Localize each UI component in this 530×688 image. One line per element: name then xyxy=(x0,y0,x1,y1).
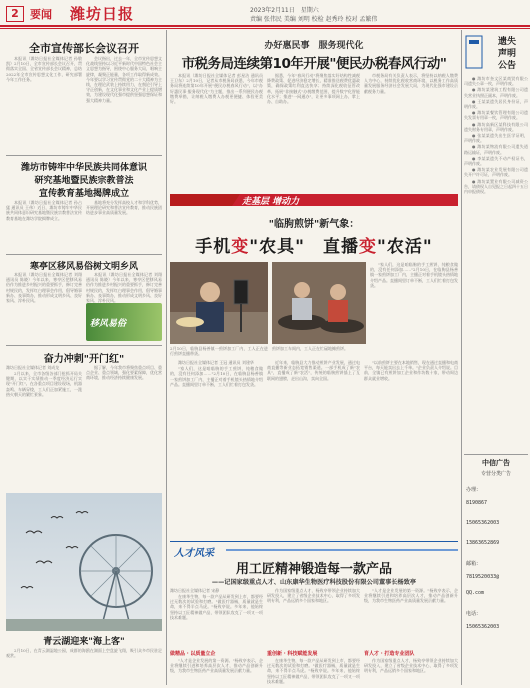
feature-para: "家人们，这是咱临朐的手工煎饼，纯粮食做的，没有任何添加……"2月10日，在临朐县杨善镇一家煎饼加工厂内，主播正对着手机镜头热情地介绍产品。直播间里订单不断，工人们忙着打包发货。 xyxy=(170,366,263,387)
bottom-para: "人才是企业发展的第一资源。"杨致亭表示，企业将继续引进和培养高层次人才，推动产品创新升级，为我市生物医药产业高质量发展贡献力量。 xyxy=(364,588,458,604)
article3-para: 本报讯（潍坊日报社全媒体记者 刘翔 通讯员 陈晓）今年以来，寒亭区把移风易俗作为推进乡村振兴的重要抓手，修订完善村规民约，发挥红白理事会作用，倡导婚事新办、丧事简办，推动形成文明乡风、良好家风、淳朴民风。 xyxy=(6,272,82,304)
article4-title: 奋力冲刺"开门红" xyxy=(43,354,125,365)
editor-staff: 责编 张伟民 美编 刘明 校检 赵秀玲 校对 孟繁伟 xyxy=(250,16,378,23)
bottom-headline: 用工匠精神锻造每一款产品 xyxy=(235,562,392,577)
article3-continued xyxy=(86,272,162,304)
article4-byline: 潍坊日报社全媒体记者 刘成龙 xyxy=(6,365,60,370)
bottom-byline: 潍坊日报社全媒体记者 宋静 xyxy=(170,588,220,593)
feature-para: "家人们，这是咱临朐的手工煎饼，纯粮食做的，没有任何添加……"2月10日，在临朐县杨善镇一家煎饼加工厂内，主播正对着手机镜头热情地介绍产品。直播间里订单不断，工人们忙着打包发货。 xyxy=(370,262,458,288)
feature-headline-highlight: 变 xyxy=(359,237,377,257)
bottom-subhead: ——记国家级重点人才、山东康华生物医疗科技股份有限公司董事长杨致亭 xyxy=(211,579,417,586)
talent-stripe-icon xyxy=(226,547,458,553)
notice-list xyxy=(464,76,528,450)
article3-body-a xyxy=(6,272,82,342)
contact-email-domain: QQ.com xyxy=(466,590,485,596)
bottom-body-col2 xyxy=(267,588,360,648)
notice-item: ● 王某某遗失居民身份证，声明作废。 xyxy=(464,98,528,110)
article1-para: 会议指出，过去一年，全市宣传思想文化战线坚持以习近平新时代中国特色社会主义思想为指导，围绕中心服务大局，唱响主旋律，凝聚正能量，各项工作取得新成效。今年要以学习宣传贯彻党的二十大精神为主线，在理论武装上持续用力，在舆论引导上守正创新，在文化事业和文化产业上提质增效，为建设现代化强市提供坚强思想保证和强大精神力量。 xyxy=(86,56,162,103)
notice-item: ● 潍坊某农业发展有限公司遗失开户许可证，声明作废。 xyxy=(464,167,528,178)
header-rule xyxy=(0,25,530,27)
notice-item: ● 潍坊高新区某科技有限公司遗失财务专用章，声明作废。 xyxy=(464,121,528,132)
feature-headline xyxy=(170,232,458,257)
bottom-para: 作为国家级重点人才，杨致亭带领企业持续加大研发投入，建立了省级企业技术中心，取得了多项发明专利，产品远销多个国家和地区。 xyxy=(267,588,360,604)
feature-body-col2 xyxy=(267,360,360,538)
article1-body-b xyxy=(86,56,162,152)
workshop-scene-icon xyxy=(272,262,366,344)
article4-body-a xyxy=(6,371,82,489)
page-number: 2 xyxy=(6,6,24,22)
separator xyxy=(6,254,162,255)
feature-headline-part: 手机 xyxy=(195,237,232,257)
bottom-body-col1 xyxy=(170,594,263,648)
banner-image xyxy=(86,303,162,341)
bottom-body-col3 xyxy=(364,588,458,648)
notice-item: ● 张某某遗失出生医学证明，声明作废。 xyxy=(464,133,528,144)
feature-kicker: "临朐煎饼"新气象： xyxy=(268,219,360,230)
feature-body-right-top xyxy=(370,262,458,356)
bottom-section-head: 重创新 · 科技赋能发展 xyxy=(267,651,318,657)
feature-headline-part: "农具" 直播 xyxy=(249,237,359,257)
article4-para: 2月以来，全市各级各部门抢抓开局关键期，以实干实绩推动一季度经济运行实现"开门红"。在各重点项目建设现场，机器轰鸣、车辆穿梭，工人们正加紧施工，一派热火朝天的繁忙景象。 xyxy=(6,371,82,397)
banner-text: 移风易俗 xyxy=(90,319,127,329)
bottom-para: 在康华生物，每一款产品从研发到上市，都要经过无数次的试验和打磨。"做医疗器械，质量就是生命，来不得半点马虎。"杨致亭说。多年来，他始终坚持以工匠精神做产品，带领团队攻克了一项又一项技术难题。 xyxy=(267,658,360,684)
feature-banner xyxy=(170,190,458,210)
issue-date: 2023年2月11日 星期六 xyxy=(250,7,319,14)
banner-stripe-icon xyxy=(170,190,458,210)
feature-body-col3 xyxy=(364,360,458,538)
photo-caption-title: 青云湖迎来"海上客" xyxy=(43,637,125,647)
bottom-para: 作为国家级重点人才，杨致亭带领企业持续加大研发投入，建立了省级企业技术中心，取得了多项发明专利，产品远销多个国家和地区。 xyxy=(364,658,458,674)
article4-body-b xyxy=(86,365,162,489)
notice-item: ● 潍坊某餐饮管理有限公司遗失发票专用章一枚，声明作废。 xyxy=(464,110,528,121)
main-para: 本报讯（潍坊日报社全媒体记者 彭星洁 通讯员 王卫东）2月10日，记者从市税务局获悉，今年市税务局将连续第10年开展"便民办税春风行动"，以"办好惠民事·服务现代化"为主题，推出一系列便民办税缴费举措，让纳税人缴费人办税更便捷、体验更美好。 xyxy=(170,73,263,105)
livestream-photo xyxy=(170,262,268,344)
photo2-caption: 煎饼加工车间内，工人正在忙碌地摊煎饼。 xyxy=(272,346,348,351)
feature-headline-highlight: 变 xyxy=(231,237,250,257)
notice-item: ● 潍坊某物流有限公司遗失道路运输证，声明作废。 xyxy=(464,144,528,155)
column-divider-left xyxy=(166,30,167,685)
separator xyxy=(6,155,162,156)
separator xyxy=(6,345,162,346)
article2-body-b xyxy=(86,200,162,250)
article3-title: 寒亭区移风易俗树文明乡风 xyxy=(29,262,138,272)
contact-label: 电话： xyxy=(466,611,482,617)
article2-body-a xyxy=(6,200,82,250)
bottom-section-head: 做精品 · 以质量立企 xyxy=(170,651,216,657)
main-headline: 市税务局连续第10年开展"便民办税春风行动" xyxy=(181,56,447,72)
article1-para: 本报讯（潍坊日报社全媒体记者 孙敬凯）2月10日，全市宣传部长会议召开，贯彻落实全国、全省宣传部长会议精神，总结2022年全市宣传思想文化工作，研究部署今年工作任务。 xyxy=(6,56,82,82)
contact-number: 8190867 xyxy=(466,500,488,506)
main-kicker: 办好惠民事 服务现代化 xyxy=(264,41,364,51)
photo-caption-para: 2月10日，在青云湖湿地公园，成群的海鸥在湖面上空盘旋飞翔，吸引众多市民驻足观赏。 xyxy=(6,648,162,659)
bottom-para: "人才是企业发展的第一资源。"杨致亭表示，企业将继续引进和培养高层次人才，推动产品创新升级，为我市生物医药产业高质量发展贡献力量。 xyxy=(170,658,263,674)
bottom-body-col1b xyxy=(170,658,263,684)
bottom-body-col2b xyxy=(267,658,360,684)
contact-label: 办理： xyxy=(466,487,482,493)
feature-headline-part: "农活" xyxy=(377,237,433,257)
notice-item: ● 潍坊某置业有限公司减资公告，请债权人自见报之日起四十五日内申报债权。 xyxy=(464,178,528,195)
talent-rule xyxy=(170,541,458,542)
bottom-section-head: 育人才 · 打造专业团队 xyxy=(364,651,415,657)
notice-title-line2: 声明 xyxy=(497,49,516,59)
article1-body-a xyxy=(6,56,82,152)
livestream-scene-icon xyxy=(170,262,268,344)
notice-emblem xyxy=(464,32,484,72)
main-para: 市税务局有关负责人表示，将坚持以纳税人缴费人为中心，持续优化税收营商环境，以税务工作高质量发展服务经济社会发展大局，为现代化强市建设贡献税务力量。 xyxy=(364,73,458,94)
main-body-col2 xyxy=(267,73,360,183)
article2-para: 本报讯（潍坊日报社全媒体记者 孙占猛 通讯员 王伟）近日，潍坊市铸牢中华民族共同体意识研究基地暨民族宗教普法宣传教育基地在潍坊学院揭牌成立。 xyxy=(6,200,82,221)
article4-para: 据了解，今年我市将聚焦重点项目、重点企业、重点领域，强化要素保障，优化营商环境，推动经济持续健康发展。 xyxy=(86,365,162,381)
feature-para: "以前煎饼主要在本地销售，现在通过直播和电商平台，每天能卖出去上千单。"企业负责人介绍说。目前，全镇已有煎饼加工企业和作坊数十家，带动周边群众就业增收。 xyxy=(364,360,458,381)
main-body-col1 xyxy=(170,73,263,183)
header-rule-thin xyxy=(0,28,530,29)
contact-label: 邮箱： xyxy=(466,561,482,567)
newspaper-logo: 潍坊日报 xyxy=(70,5,135,23)
separator xyxy=(464,454,528,455)
feature-body-col1 xyxy=(170,360,263,538)
article2-title-line3: 宣传教育基地揭牌成立 xyxy=(38,189,129,199)
article1-title: 全市宣传部长会议召开 xyxy=(29,42,139,55)
contact-email: 7819520033@ xyxy=(466,574,500,580)
feature-byline: 潍坊日报社全媒体记者 王冠 通讯员 刘建华 xyxy=(178,360,254,365)
article2-title-line1: 潍坊市铸牢中华民族共同体意识 xyxy=(20,163,147,173)
ad-sublabel: 专营分类广告 xyxy=(480,471,511,477)
bottom-body-col3b xyxy=(364,658,458,684)
notice-item: ● 潍坊某建筑工程有限公司遗失营业执照正副本，声明作废。 xyxy=(464,87,528,98)
photo1-caption: 2月10日，临朐县杨善镇一煎饼加工厂内，工人正在进行煎饼直播带货。 xyxy=(170,346,268,357)
article2-title-line2: 研究基地暨民族宗教普法 xyxy=(34,176,134,186)
notice-title-line1: 遗失 xyxy=(497,37,516,47)
notice-title-line3: 公告 xyxy=(497,61,516,71)
feature-banner-text: 走基层 增动力 xyxy=(242,197,300,207)
contact-number: 13863652869 xyxy=(466,540,500,546)
ferris-wheel-icon xyxy=(6,493,162,631)
article2-para: 基地将充分发挥高校人才和学科优势，开展理论研究和普法宣传教育，推动民族团结进步事业高质量发展。 xyxy=(86,200,162,216)
section-name: 要闻 xyxy=(30,8,52,21)
feature-para: 近年来，临朐县大力推动煎饼产业发展，通过电商直播等新业态拓宽销售渠道。一部手机成了新"农具"，直播成了新"农活"，传统的临朐煎饼插上了互联网的翅膀，走出山沟，卖向全国。 xyxy=(267,360,360,381)
pancake-workshop-photo xyxy=(272,262,366,344)
seagull-photo xyxy=(6,493,162,631)
column-divider-right xyxy=(461,30,462,685)
article3-body-b xyxy=(86,272,162,304)
main-para: 据悉，今年"春风行动"将聚焦落实好结构性减税降费政策、促进经济稳定增长，精准推送税费优惠政策，确保政策红利直达快享；持续深化税收征管改革，拓展"非接触式"办税缴费范围，提升数字化智能化水平；推进"一网通办"，让更多事项网上办、掌上办、自助办。 xyxy=(267,73,360,105)
contact-number: 15065362003 xyxy=(466,520,500,526)
photo-caption-text xyxy=(6,648,162,678)
ad-label: 中信广告 xyxy=(482,459,510,467)
notice-item: ● 李某某遗失不动产权证书，声明作废。 xyxy=(464,155,528,167)
main-body-col3 xyxy=(364,73,458,183)
contact-number: 15065362003 xyxy=(466,624,500,630)
notice-item: ● 潍坊市奎文区某商贸有限公司遗失公章一枚，声明作废。 xyxy=(464,76,528,87)
article3-para: 本报讯（潍坊日报社全媒体记者 刘翔 通讯员 陈晓）今年以来，寒亭区把移风易俗作为推进乡村振兴的重要抓手，修订完善村规民约，发挥红白理事会作用，倡导婚事新办、丧事简办，推动形成文明乡风、良好家风、淳朴民风。 xyxy=(86,272,162,304)
notice-flag-icon xyxy=(464,32,484,72)
talent-banner: 人才风采 xyxy=(174,548,214,559)
bottom-para: 在康华生物，每一款产品从研发到上市，都要经过无数次的试验和打磨。"做医疗器械，质量就是生命，来不得半点马虎。"杨致亭说。多年来，他始终坚持以工匠精神做产品，带领团队攻克了一项又一项技术难题。 xyxy=(170,594,263,620)
